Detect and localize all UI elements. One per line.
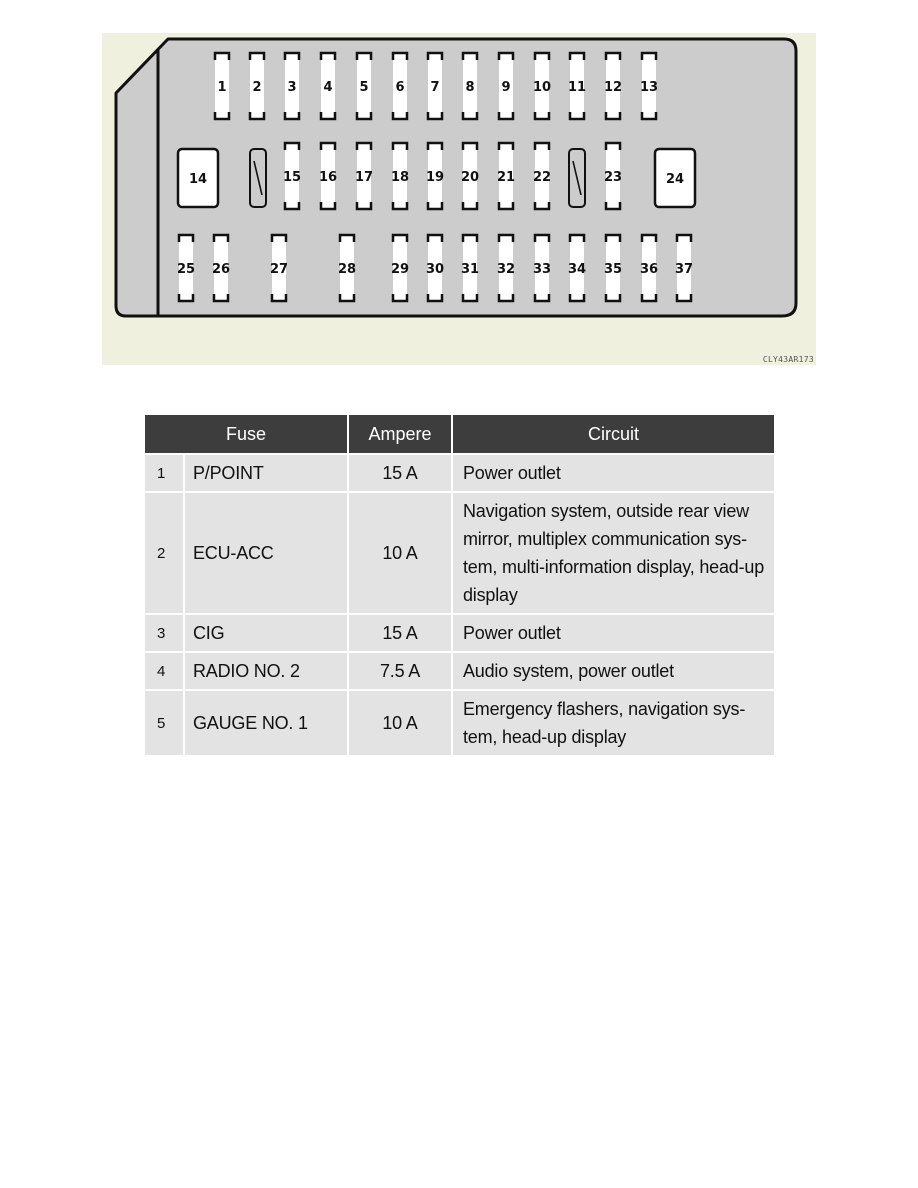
fuse-label: 19 [425, 170, 445, 185]
fuse-slot-36 [640, 235, 658, 301]
fuse-box-diagram [102, 33, 816, 365]
fuse-label: 33 [532, 262, 552, 277]
fuse-label: 8 [465, 80, 475, 95]
fuse-label: 20 [460, 170, 480, 185]
fuse-slot-17 [355, 143, 373, 209]
fuse-label: 13 [639, 80, 659, 95]
fuse-label: 1 [217, 80, 227, 95]
fuse-label: 11 [567, 80, 587, 95]
fuse-label: 35 [603, 262, 623, 277]
fuse-slot-4 [321, 53, 335, 119]
fuse-name: CIG [184, 614, 348, 652]
fuse-label: 6 [395, 80, 405, 95]
fuse-label: 10 [532, 80, 552, 95]
fuse-slot-29 [391, 235, 409, 301]
fuse-slot-24 [655, 149, 695, 207]
empty-fuse-slot [569, 149, 585, 207]
fuse-label: 9 [501, 80, 511, 95]
fuse-label: 12 [603, 80, 623, 95]
fuse-number: 4 [145, 652, 184, 690]
fuse-slot-34 [568, 235, 586, 301]
fuse-label: 22 [532, 170, 552, 185]
fuse-label: 16 [318, 170, 338, 185]
fuse-slot-23 [604, 143, 622, 209]
fuse-number: 1 [145, 454, 184, 492]
fuse-ampere: 10 A [348, 492, 452, 614]
fuse-slot-6 [393, 53, 407, 119]
fuse-ampere: 7.5 A [348, 652, 452, 690]
fuse-label: 3 [287, 80, 297, 95]
fuse-label: 5 [359, 80, 369, 95]
fuse-name: P/POINT [184, 454, 348, 492]
fuse-name: GAUGE NO. 1 [184, 690, 348, 755]
fuse-label: 4 [323, 80, 333, 95]
fuse-slot-11 [568, 53, 586, 119]
fuse-label: 17 [354, 170, 374, 185]
fuse-name: RADIO NO. 2 [184, 652, 348, 690]
fuse-slot-8 [463, 53, 477, 119]
fuse-circuit: Power outlet [452, 614, 774, 652]
fuse-label: 26 [211, 262, 231, 277]
fuse-label: 21 [496, 170, 516, 185]
fuse-label: 18 [390, 170, 410, 185]
fuse-box-svg [102, 33, 816, 365]
fuse-circuit: Power outlet [452, 454, 774, 492]
fuse-slot-5 [357, 53, 371, 119]
fuse-slot-10 [533, 53, 551, 119]
fuse-slot-27 [270, 235, 288, 301]
table-row [145, 454, 774, 492]
fuse-label: 25 [176, 262, 196, 277]
fuse-slot-16 [319, 143, 337, 209]
fuse-slot-7 [428, 53, 442, 119]
fuse-circuit: Navigation system, outside rear view mirror, multiplex communication sys-tem, multi-information display, head-up display [452, 492, 774, 614]
fuse-label: 30 [425, 262, 445, 277]
fuse-label: 28 [337, 262, 357, 277]
fuse-number: 5 [145, 690, 184, 755]
fuse-slot-35 [604, 235, 622, 301]
fuse-ampere: 15 A [348, 454, 452, 492]
fuse-slot-26 [212, 235, 230, 301]
fuse-label: 23 [603, 170, 623, 185]
fuse-slot-33 [533, 235, 551, 301]
fuse-label: 31 [460, 262, 480, 277]
fuse-number: 2 [145, 492, 184, 614]
fuse-slot-15 [283, 143, 301, 209]
fuse-slot-37 [675, 235, 693, 301]
header-fuse: Fuse [145, 415, 348, 454]
table-header-row [145, 415, 774, 454]
fuse-slot-18 [391, 143, 409, 209]
fuse-label: 7 [430, 80, 440, 95]
fuse-label: 24 [665, 172, 685, 187]
fuse-label: 15 [282, 170, 302, 185]
fuse-label: 32 [496, 262, 516, 277]
fuse-slot-30 [426, 235, 444, 301]
fuse-slot-12 [604, 53, 622, 119]
table-row [145, 690, 774, 755]
fuse-slot-9 [499, 53, 513, 119]
table-row [145, 614, 774, 652]
fuse-label: 2 [252, 80, 262, 95]
fuse-slot-2 [250, 53, 264, 119]
fuse-slot-31 [461, 235, 479, 301]
fuse-label: 34 [567, 262, 587, 277]
fuse-label: 27 [269, 262, 289, 277]
fuse-label: 37 [674, 262, 694, 277]
fuse-ampere: 10 A [348, 690, 452, 755]
fuse-circuit: Audio system, power outlet [452, 652, 774, 690]
fuse-number: 3 [145, 614, 184, 652]
fuse-label: 36 [639, 262, 659, 277]
fuse-ampere: 15 A [348, 614, 452, 652]
fuse-table [145, 415, 774, 755]
fuse-slot-3 [285, 53, 299, 119]
header-ampere: Ampere [348, 415, 452, 454]
header-circuit: Circuit [452, 415, 774, 454]
fuse-circuit: Emergency flashers, navigation sys-tem, head-up display [452, 690, 774, 755]
fuse-slot-28 [338, 235, 356, 301]
fuse-slot-22 [533, 143, 551, 209]
fuse-slot-32 [497, 235, 515, 301]
fuse-name: ECU-ACC [184, 492, 348, 614]
table-row [145, 652, 774, 690]
fuse-slot-19 [426, 143, 444, 209]
diagram-code: CLY43AR173 [762, 355, 814, 364]
fuse-slot-21 [497, 143, 515, 209]
fuse-label: 29 [390, 262, 410, 277]
empty-fuse-slot [250, 149, 266, 207]
fuse-slot-25 [177, 235, 195, 301]
fuse-label: 14 [188, 172, 208, 187]
fuse-slot-20 [461, 143, 479, 209]
table-row [145, 492, 774, 614]
fuse-slot-1 [215, 53, 229, 119]
fuse-slot-13 [640, 53, 658, 119]
fuse-slot-14 [178, 149, 218, 207]
